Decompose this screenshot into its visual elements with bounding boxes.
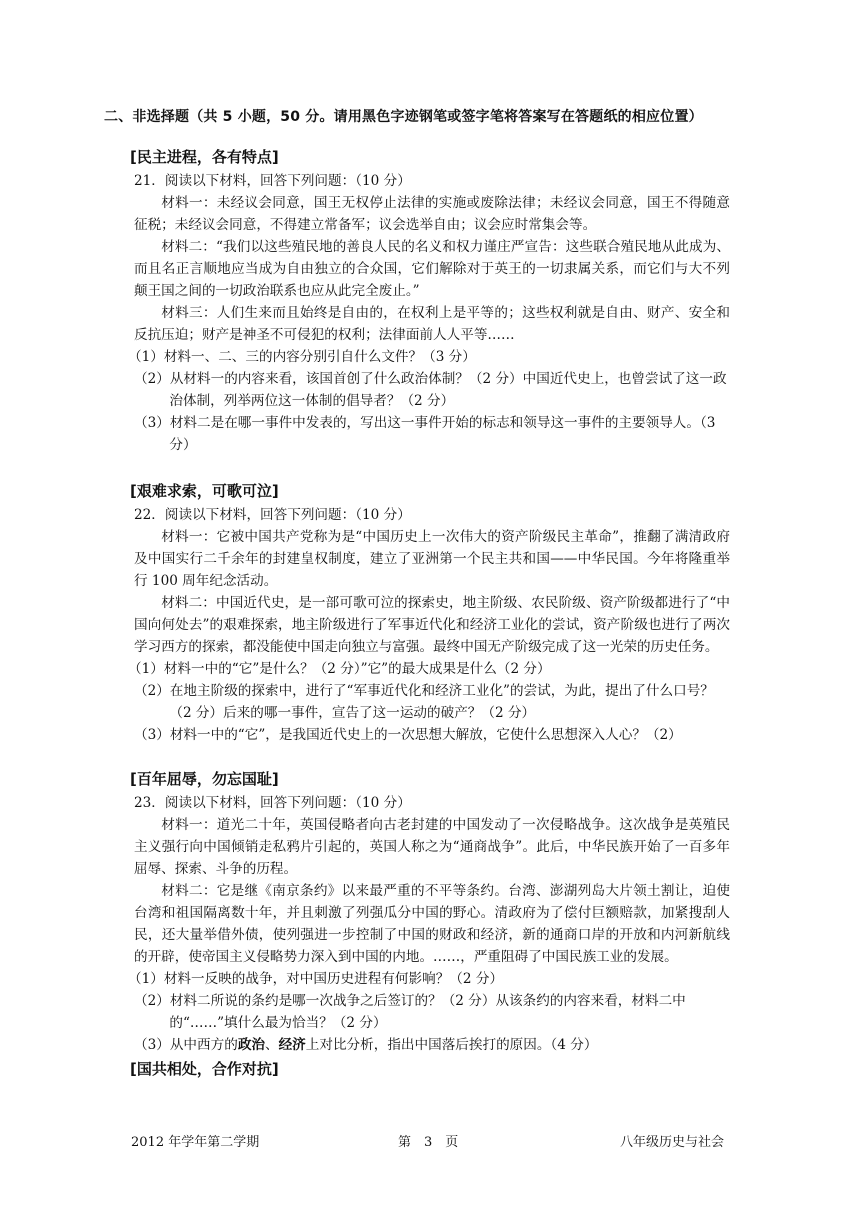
emphasis-politics: 政治: [237, 1037, 265, 1053]
question-intro: 22．阅读以下材料，回答下列问题：（10 分）: [134, 507, 411, 523]
section-22: [128, 480, 730, 746]
material-paragraph: 材料二：中国近代史，是一部可歌可泣的探索史，地主阶级、农民阶级、资产阶级都进行了“中国向何处去”的艰难探索，地主阶级进行了军事近代化和经济工业化的尝试，资产阶级也进行了两次学习西方的探索，都没能使中国走向独立与富强。最终中国无产阶级完成了这一光荣的历史任务。: [134, 595, 730, 655]
material-paragraph: 材料二：它是继《南京条约》以来最严重的不平等条约。台湾、澎湖列岛大片领土割让，迫使台湾和祖国隔离数十年，并且刺激了列强瓜分中国的野心。清政府为了偿付巨额赔款，加紧搜刮人民，还大量举借外债，使列强进一步控制了中国的财政和经济，新的通商口岸的开放和内河新航线的开辟，使帝国主义侵略势力深入到中国的内地。……，严重阻碍了中国民族工业的发展。: [134, 883, 730, 965]
material-paragraph: 材料三：人们生来而且始终是自由的，在权利上是平等的；这些权利就是自由、财产、安全和反抗压迫；财产是神圣不可侵犯的权利；法律面前人人平等……: [134, 305, 730, 343]
section-21: [128, 146, 730, 456]
subquestion: （2）从材料一的内容来看，该国首创了什么政治体制？（2 分）中国近代史上，也曾尝试了这一政治体制，列举两位这一体制的倡导者？（2 分）: [134, 371, 727, 409]
subquestion: [134, 1034, 730, 1056]
question-intro: 23．阅读以下材料，回答下列问题：（10 分）: [134, 795, 411, 811]
content: [128, 146, 730, 1082]
section-title: [民主进程，各有特点]: [130, 148, 279, 166]
footer-term: 2012 年学年第二学期: [131, 1135, 260, 1150]
emphasis-economy: 经济: [278, 1037, 306, 1053]
subquestion: （1）材料一、二、三的内容分别引自什么文件？（3 分）: [128, 349, 476, 365]
section-title: [百年屈辱，勿忘国耻]: [130, 770, 279, 788]
question-intro: 21．阅读以下材料，回答下列问题：（10 分）: [134, 173, 411, 189]
section-23: [128, 768, 730, 1056]
q3-separator: 、: [265, 1037, 279, 1053]
material-paragraph: 材料一：未经议会同意，国王无权停止法律的实施或废除法律；未经议会同意，国王不得随意征税；未经议会同意，不得建立常备军；议会选举自由；议会应时常集会等。: [134, 195, 730, 233]
part-heading: 二、非选择题（共 5 小题，50 分。请用黑色字迹钢笔或签字笔将答案写在答题纸的相应位置）: [104, 109, 703, 125]
subquestion: （2）在地主阶级的探索中，进行了“军事近代化和经济工业化”的尝试，为此，提出了什么口号？（2 分）后来的哪一事件，宣告了这一运动的破产？（2 分）: [134, 683, 714, 721]
section-title: [艰难求索，可歌可泣]: [130, 482, 279, 500]
q3-prefix: （3）从中西方的: [134, 1037, 238, 1053]
subquestion: （2）材料二所说的条约是哪一次战争之后签订的？（2 分）从该条约的内容来看，材料二中的“……”填什么最为恰当？（2 分）: [134, 993, 686, 1031]
material-paragraph: 材料一：它被中国共产党称为是“中国历史上一次伟大的资产阶级民主革命”，推翻了满清政府及中国实行二千余年的封建皇权制度，建立了亚洲第一个民主共和国——中华民国。今年将隆重举行 100 周年纪念活动。: [134, 529, 730, 589]
q3-suffix: 上对比分析，指出中国落后挨打的原因。（4 分）: [305, 1037, 598, 1053]
subquestion: （3）材料二是在哪一事件中发表的，写出这一事件开始的标志和领导这一事件的主要领导人。（3 分）: [134, 415, 716, 453]
subquestion: （1）材料一反映的战争，对中国历史进程有何影响？（2 分）: [128, 971, 504, 987]
subquestion: （3）材料一中的“它”，是我国近代史上的一次思想大解放，它使什么思想深入人心？（2）: [134, 727, 682, 743]
page-footer: [0, 1131, 860, 1151]
next-section-title: [国共相处，合作对抗]: [130, 1060, 279, 1078]
footer-page-number: 第 3 页: [398, 1135, 459, 1150]
subquestion: （1）材料一中的“它”是什么？（2 分）”它”的最大成果是什么（2 分）: [128, 661, 551, 677]
material-paragraph: 材料一：道光二十年，英国侵略者向古老封建的中国发动了一次侵略战争。这次战争是英殖民主义强行向中国倾销走私鸦片引起的，英国人称之为“通商战争”。此后，中华民族开始了一百多年屈辱、探索、斗争的历程。: [134, 817, 730, 877]
material-paragraph: 材料二：“我们以这些殖民地的善良人民的名义和权力谨庄严宣告：这些联合殖民地从此成为、而且名正言顺地应当成为自由独立的合众国，它们解除对于英王的一切隶属关系，而它们与大不列颠王国之间的一切政治联系也应从此完全废止。”: [134, 239, 730, 299]
footer-subject: 八年级历史与社会: [620, 1135, 725, 1150]
